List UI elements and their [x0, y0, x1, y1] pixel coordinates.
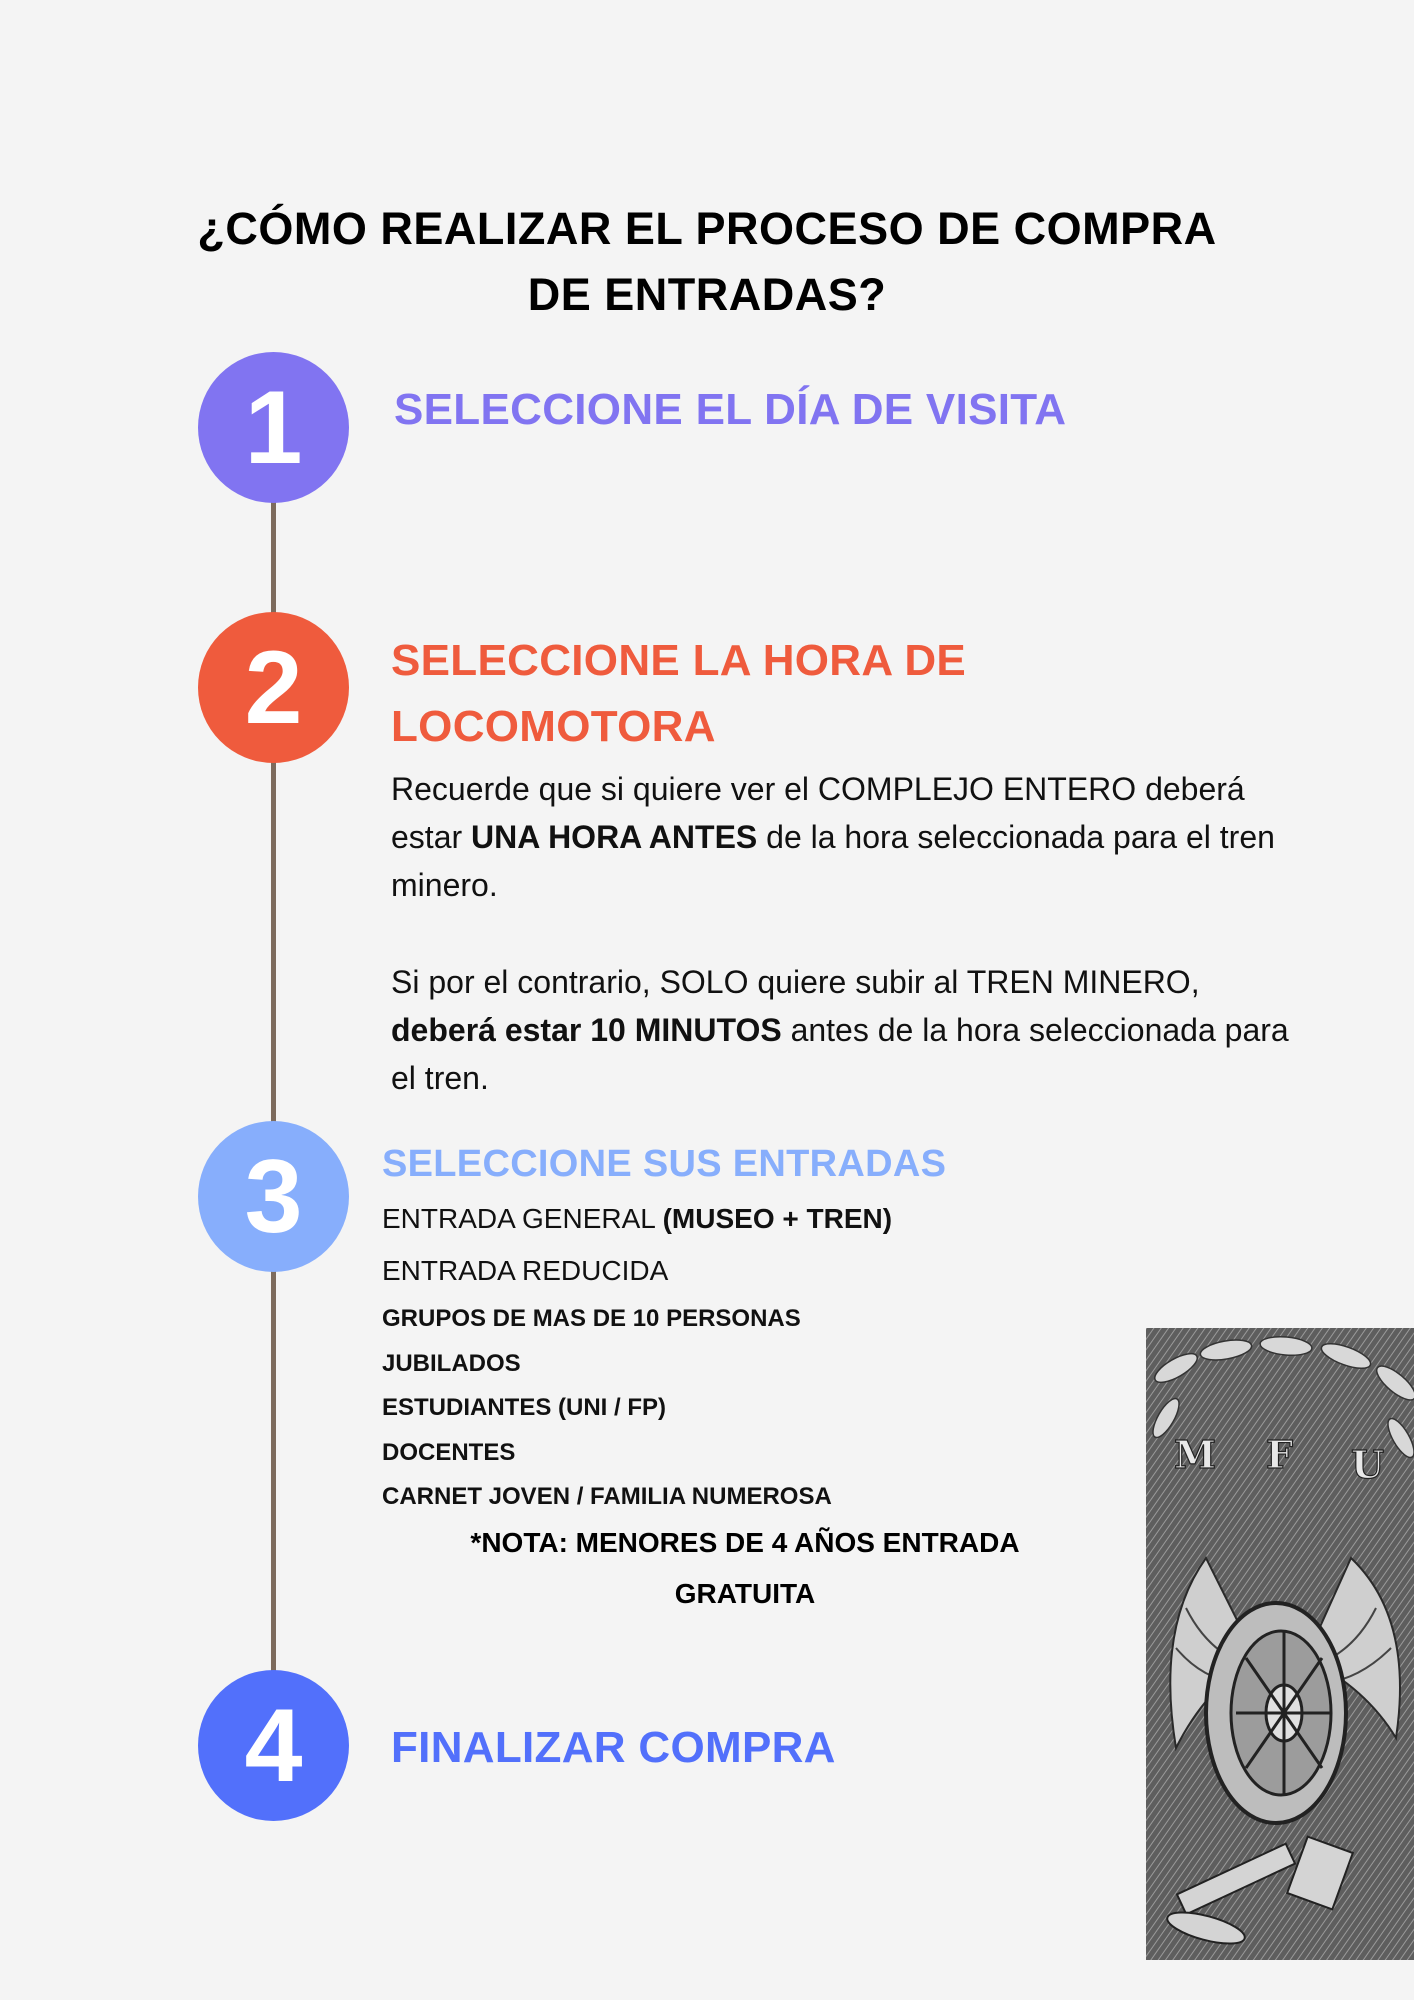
step-2-p1-text-b: de la hora seleccionada para el tren minero. [391, 819, 1275, 903]
page-title-line-2: DE ENTRADAS? [527, 269, 887, 320]
reduced-item: JUBILADOS [382, 1349, 521, 1377]
step-4-circle [198, 1670, 349, 1821]
ticket-list [382, 1193, 1082, 1520]
winged-wheel-emblem-icon [1146, 1328, 1414, 1960]
step-2-p2-text-b: antes de la hora seleccionada para el tren. [391, 1012, 1289, 1096]
step-1-circle [198, 352, 349, 503]
ticket-general [382, 1193, 1082, 1245]
step-2-p1-bold: UNA HORA ANTES [471, 819, 758, 855]
step-3-circle [198, 1121, 349, 1272]
step-3-title: SELECCIONE SUS ENTRADAS [382, 1143, 947, 1185]
step-2-paragraph-1 [391, 765, 1291, 909]
note-line-2: GRATUITA [674, 1578, 816, 1609]
ticket-general-label: ENTRADA GENERAL [382, 1203, 663, 1234]
step-2-p2-text-a: Si por el contrario, SOLO quiere subir al TREN MINERO, [391, 964, 1200, 1000]
reduced-item: GRUPOS DE MAS DE 10 PERSONAS [382, 1305, 801, 1332]
step-3-number: 3 [244, 1138, 303, 1255]
page-title-line-1: ¿CÓMO REALIZAR EL PROCESO DE COMPRA [197, 203, 1217, 254]
step-4-number: 4 [244, 1687, 303, 1804]
page-title [100, 196, 1314, 328]
step-2-p1-text-a: Recuerde que si quiere ver el COMPLEJO ENTERO deberá estar [391, 771, 1245, 855]
reduced-item: CARNET JOVEN / FAMILIA NUMEROSA [382, 1483, 832, 1510]
emblem-letter-f: F [1266, 1432, 1293, 1477]
emblem-letter-m: M [1174, 1432, 1217, 1477]
step-2-title-line-1: SELECCIONE LA HORA DE [391, 636, 967, 685]
ticket-general-bold: (MUSEO + TREN) [662, 1203, 893, 1234]
step-2-paragraph-2 [391, 958, 1291, 1102]
step-1-title: SELECCIONE EL DÍA DE VISITA [394, 385, 1067, 434]
ticket-reduced: ENTRADA REDUCIDA [382, 1255, 669, 1286]
step-2-p2-bold: deberá estar 10 MINUTOS [391, 1012, 782, 1048]
reduced-item: ESTUDIANTES (UNI / FP) [382, 1394, 667, 1421]
step-2-number: 2 [244, 629, 303, 746]
note-line-1: *NOTA: MENORES DE 4 AÑOS ENTRADA [470, 1527, 1020, 1558]
emblem-letter-u: U [1351, 1442, 1385, 1487]
step-2-title [391, 628, 1091, 760]
step-2-circle [198, 612, 349, 763]
free-entry-note [420, 1517, 1070, 1619]
step-4-title: FINALIZAR COMPRA [391, 1723, 836, 1772]
step-2-title-line-2: LOCOMOTORA [391, 702, 716, 751]
step-1-number: 1 [244, 369, 303, 486]
reduced-item: DOCENTES [382, 1438, 516, 1466]
